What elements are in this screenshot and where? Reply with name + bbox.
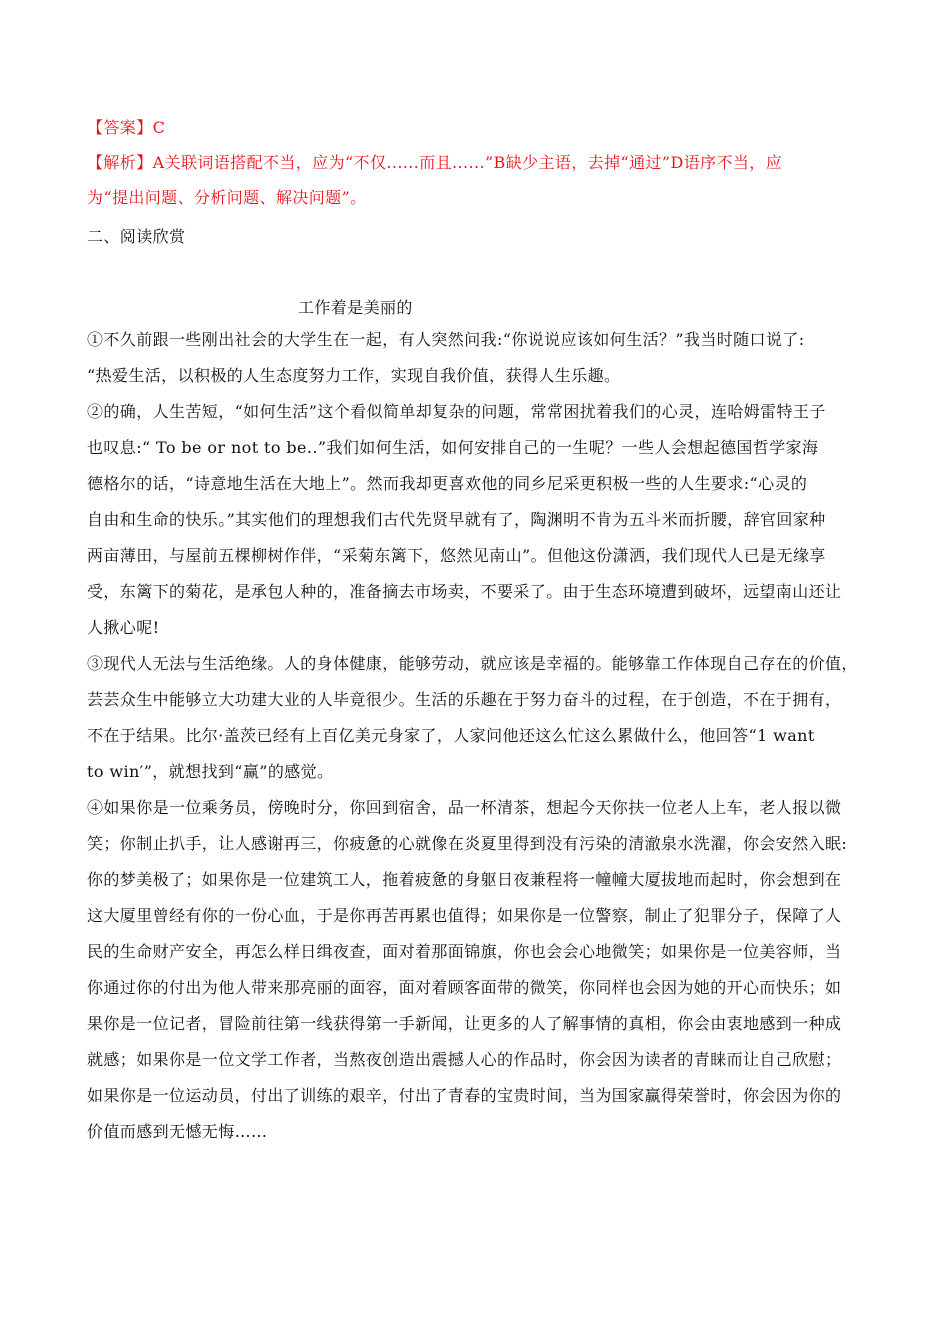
- paragraph-line: 就感；如果你是一位文学工作者，当熬夜创造出震撼人心的作品时，你会因为读者的青睐而让自己欣慰；: [87, 1050, 842, 1069]
- paragraph-line: 人揪心呢!: [87, 618, 160, 637]
- paragraph-line: ①不久前跟一些刚出社会的大学生在一起，有人突然问我:“你说说应该如何生活？”我当时随口说了:: [87, 330, 805, 349]
- paragraph-line: 民的生命财产安全，再怎么样日缉夜查，面对着那面锦旗，你也会会心地微笑；如果你是一位美容师，当: [87, 942, 842, 961]
- paragraph-line: 你的梦美极了；如果你是一位建筑工人，拖着疲惫的身躯日夜兼程将一幢幢大厦拔地而起时，你会想到在: [87, 870, 842, 889]
- paragraph-line: 果你是一位记者，冒险前往第一线获得第一手新闻，让更多的人了解事情的真相，你会由衷地感到一种成: [87, 1014, 842, 1033]
- paragraph-line: 你通过你的付出为他人带来那亮丽的面容，面对着顾客面带的微笑，你同样也会因为她的开心而快乐；如: [87, 978, 842, 997]
- paragraph-line: ②的确，人生苦短，“如何生活”这个看似简单却复杂的问题，常常困扰着我们的心灵，连哈姆雷特王子: [87, 402, 826, 421]
- article-title: 工作着是美丽的: [298, 298, 413, 317]
- analysis-line: 为“提出问题、分析问题、解决问题”。: [87, 188, 367, 207]
- paragraph-line: 这大厦里曾经有你的一份心血，于是你再苦再累也值得；如果你是一位警察，制止了犯罪分子，保障了人: [87, 906, 842, 925]
- answer-line: [87, 116, 165, 140]
- analysis-label: 【解析】: [87, 153, 153, 172]
- paragraph-line: 德格尔的话，“诗意地生活在大地上”。然而我却更喜欢他的同乡尼采更积极一些的人生要求:“心灵的: [87, 474, 808, 493]
- paragraph-line: 如果你是一位运动员，付出了训练的艰辛，付出了青春的宝贵时间，当为国家赢得荣誉时，你会因为你的: [87, 1086, 842, 1105]
- analysis-line: [87, 151, 782, 175]
- paragraph-line: to win′”，就想找到“赢”的感觉。: [87, 762, 334, 781]
- paragraph-line: 受，东篱下的菊花，是承包人种的，准备摘去市场卖，不要采了。由于生态环境遭到破坏，远望南山还让: [87, 582, 842, 601]
- paragraph-line: 也叹息:“ To be or not to be..”我们如何生活，如何安排自己的一生呢？一些人会想起德国哲学家海: [87, 438, 819, 457]
- answer-value: C: [152, 118, 166, 137]
- paragraph-line: “热爱生活，以积极的人生态度努力工作，实现自我价值，获得人生乐趣。: [87, 366, 621, 385]
- paragraph-line: ③现代人无法与生活绝缘。人的身体健康，能够劳动，就应该是幸福的。能够靠工作体现自己存在的价值，: [87, 654, 858, 673]
- paragraph-line: 芸芸众生中能够立大功建大业的人毕竟很少。生活的乐趣在于努力奋斗的过程，在于创造，不在于拥有，: [87, 690, 842, 709]
- paragraph-line: 笑；你制止扒手，让人感谢再三，你疲惫的心就像在炎夏里得到没有污染的清澈泉水洗濯，你会安然入眠:: [87, 834, 848, 853]
- paragraph-line: 两亩薄田，与屋前五棵柳树作伴，“采菊东篱下，悠然见南山”。但他这份潇洒，我们现代人已是无缘享: [87, 546, 826, 565]
- answer-label: 【答案】: [87, 118, 153, 137]
- analysis-text: A关联词语搭配不当，应为“不仅......而且......”B缺少主语，去掉“通过”D语序不当，应: [152, 153, 783, 172]
- paragraph-line: 自由和生命的快乐。”其实他们的理想我们古代先贤早就有了，陶渊明不肯为五斗米而折腰，辞官回家种: [87, 510, 826, 529]
- paragraph-line: 价值而感到无憾无悔……: [87, 1122, 268, 1141]
- paragraph-line: 不在于结果。比尔·盖茨已经有上百亿美元身家了，人家问他还这么忙这么累做什么，他回答“1 want: [87, 726, 815, 745]
- section-heading: 二、阅读欣赏: [87, 227, 186, 246]
- paragraph-line: ④如果你是一位乘务员，傍晚时分，你回到宿舍，品一杯清茶，想起今天你扶一位老人上车，老人报以微: [87, 798, 842, 817]
